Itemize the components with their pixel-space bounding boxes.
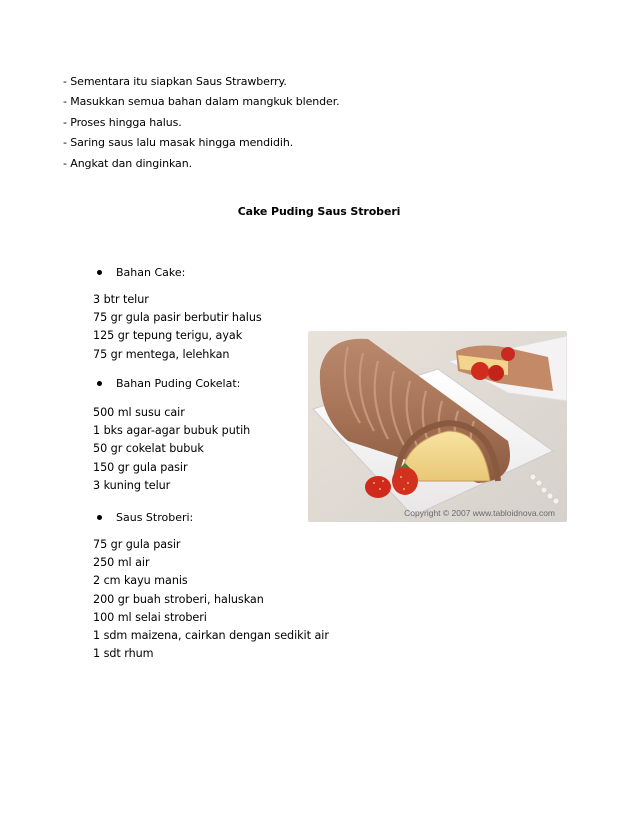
- section-heading-label: Saus Stroberi:: [116, 510, 194, 524]
- section-heading-cake: [93, 263, 185, 281]
- section-heading-label: Bahan Cake:: [116, 265, 186, 279]
- step-line: - Saring saus lalu masak hingga mendidih.: [63, 136, 294, 150]
- list-item: 100 ml selai stroberi: [93, 610, 207, 624]
- step-line: - Proses hingga halus.: [63, 115, 182, 129]
- list-item: 250 ml air: [93, 556, 150, 570]
- section-heading-sauce: [93, 508, 193, 526]
- step-line: - Masukkan semua bahan dalam mangkuk blender.: [63, 95, 340, 109]
- recipe-title-text: Cake Puding Saus Stroberi: [237, 205, 401, 218]
- list-item: 3 btr telur: [93, 293, 149, 306]
- list-item: 75 gr mentega, lelehkan: [93, 347, 230, 361]
- bullet-icon: [97, 270, 102, 275]
- list-item: 200 gr buah stroberi, haluskan: [93, 592, 264, 606]
- list-item: 125 gr tepung terigu, ayak: [93, 329, 243, 343]
- step-line: - Sementara itu siapkan Saus Strawberry.: [63, 75, 287, 88]
- list-item: 3 kuning telur: [93, 478, 171, 492]
- list-item: 75 gr gula pasir berbutir halus: [93, 311, 262, 325]
- ingredient-list-pudding: [93, 404, 250, 495]
- bullet-icon: [97, 381, 102, 386]
- ingredient-list-cake: [93, 291, 262, 364]
- photo-copyright: Copyright © 2007 www.tabloidnova.com: [404, 508, 555, 518]
- section-heading-label: Bahan Puding Cokelat:: [116, 376, 241, 390]
- recipe-title: [0, 205, 638, 218]
- list-item: 500 ml susu cair: [93, 406, 185, 419]
- cake-photo: [308, 331, 567, 522]
- bullet-icon: [97, 515, 102, 520]
- list-item: 1 sdt rhum: [93, 647, 154, 661]
- step-line: - Angkat dan dinginkan.: [63, 156, 192, 170]
- cake-illustration: [308, 331, 567, 522]
- list-item: 150 gr gula pasir: [93, 460, 188, 474]
- list-item: 1 bks agar-agar bubuk putih: [93, 424, 251, 438]
- list-item: 1 sdm maizena, cairkan dengan sedikit air: [93, 629, 329, 643]
- instruction-steps: [63, 72, 340, 174]
- list-item: 75 gr gula pasir: [93, 538, 181, 551]
- list-item: 2 cm kayu manis: [93, 574, 188, 588]
- list-item: 50 gr cokelat bubuk: [93, 442, 204, 456]
- ingredient-list-sauce: [93, 536, 329, 663]
- section-heading-pudding: [93, 374, 240, 392]
